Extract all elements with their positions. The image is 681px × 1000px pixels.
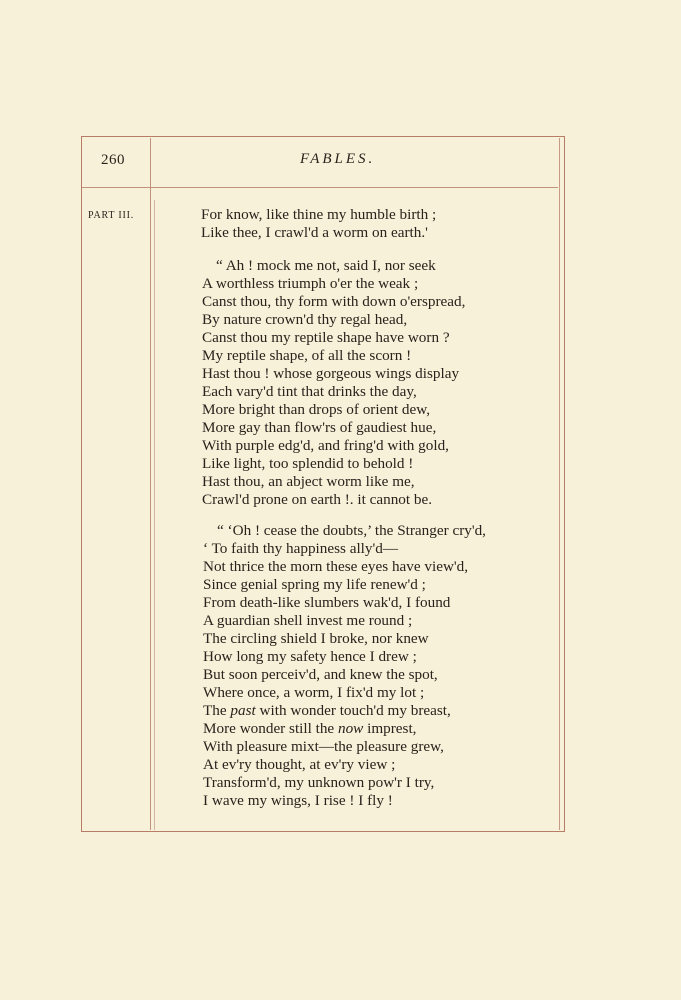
poem-line: A worthless triumph o'er the weak ; (202, 275, 419, 292)
poem-line: With pleasure mixt—the pleasure grew, (203, 738, 444, 755)
poem-line: Each vary'd tint that drinks the day, (202, 383, 417, 400)
poem-line: From death-like slumbers wak'd, I found (203, 594, 451, 611)
poem-line: Like thee, I crawl'd a worm on earth.' (201, 224, 428, 241)
poem-line: Canst thou my reptile shape have worn ? (202, 329, 450, 346)
poem-line: More gay than flow'rs of gaudiest hue, (202, 419, 437, 436)
line-text: More wonder still the (203, 720, 338, 737)
poem-line: Since genial spring my life renew'd ; (203, 576, 426, 593)
italic-word: past (230, 702, 256, 719)
line-text: The (203, 702, 231, 719)
poem-line: How long my safety hence I drew ; (203, 648, 417, 665)
poem-line: ‘ To faith thy happiness ally'd— (203, 540, 399, 557)
poem-line: I wave my wings, I rise ! I fly ! (203, 792, 393, 809)
italic-word: now (337, 720, 364, 737)
poem-line: My reptile shape, of all the scorn ! (202, 347, 412, 364)
poem-line: With purple edg'd, and fring'd with gold, (202, 437, 449, 454)
poem-line: Hast thou ! whose gorgeous wings display (202, 365, 460, 382)
poem-line: At ev'ry thought, at ev'ry view ; (203, 756, 396, 773)
poem-line: Crawl'd prone on earth !. it cannot be. (202, 491, 433, 508)
margin-rule-inner (154, 200, 155, 830)
page-number: 260 (101, 152, 125, 168)
line-text: with wonder touch'd my breast, (255, 702, 451, 719)
margin-rule (150, 138, 151, 830)
poem-line: Hast thou, an abject worm like me, (202, 473, 415, 490)
poem-line: Like light, too splendid to behold ! (202, 455, 414, 472)
header-rule (82, 187, 558, 188)
line-text: imprest, (363, 720, 417, 737)
poem-line: Canst thou, thy form with down o'erspread, (202, 293, 466, 310)
part-label: PART III. (88, 210, 135, 221)
poem-line: Not thrice the morn these eyes have view'd, (203, 558, 469, 575)
poem-line: But soon perceiv'd, and knew the spot, (203, 666, 438, 683)
running-title: FABLES. (300, 151, 376, 167)
poem-line (203, 702, 451, 720)
poem-line: The circling shield I broke, nor knew (203, 630, 429, 647)
poem-line: Transform'd, my unknown pow'r I try, (203, 774, 435, 791)
poem-line: For know, like thine my humble birth ; (201, 206, 437, 223)
poem-line: “ ‘Oh ! cease the doubts,’ the Stranger cry'd, (217, 522, 486, 539)
frame-inner-rule (559, 138, 560, 830)
poem-line: “ Ah ! mock me not, said I, nor seek (216, 257, 436, 274)
poem-line (203, 720, 416, 738)
poem-line: By nature crown'd thy regal head, (202, 311, 408, 328)
poem-line: Where once, a worm, I fix'd my lot ; (203, 684, 425, 701)
poem-line: More bright than drops of orient dew, (202, 401, 431, 418)
poem-line: A guardian shell invest me round ; (203, 612, 413, 629)
